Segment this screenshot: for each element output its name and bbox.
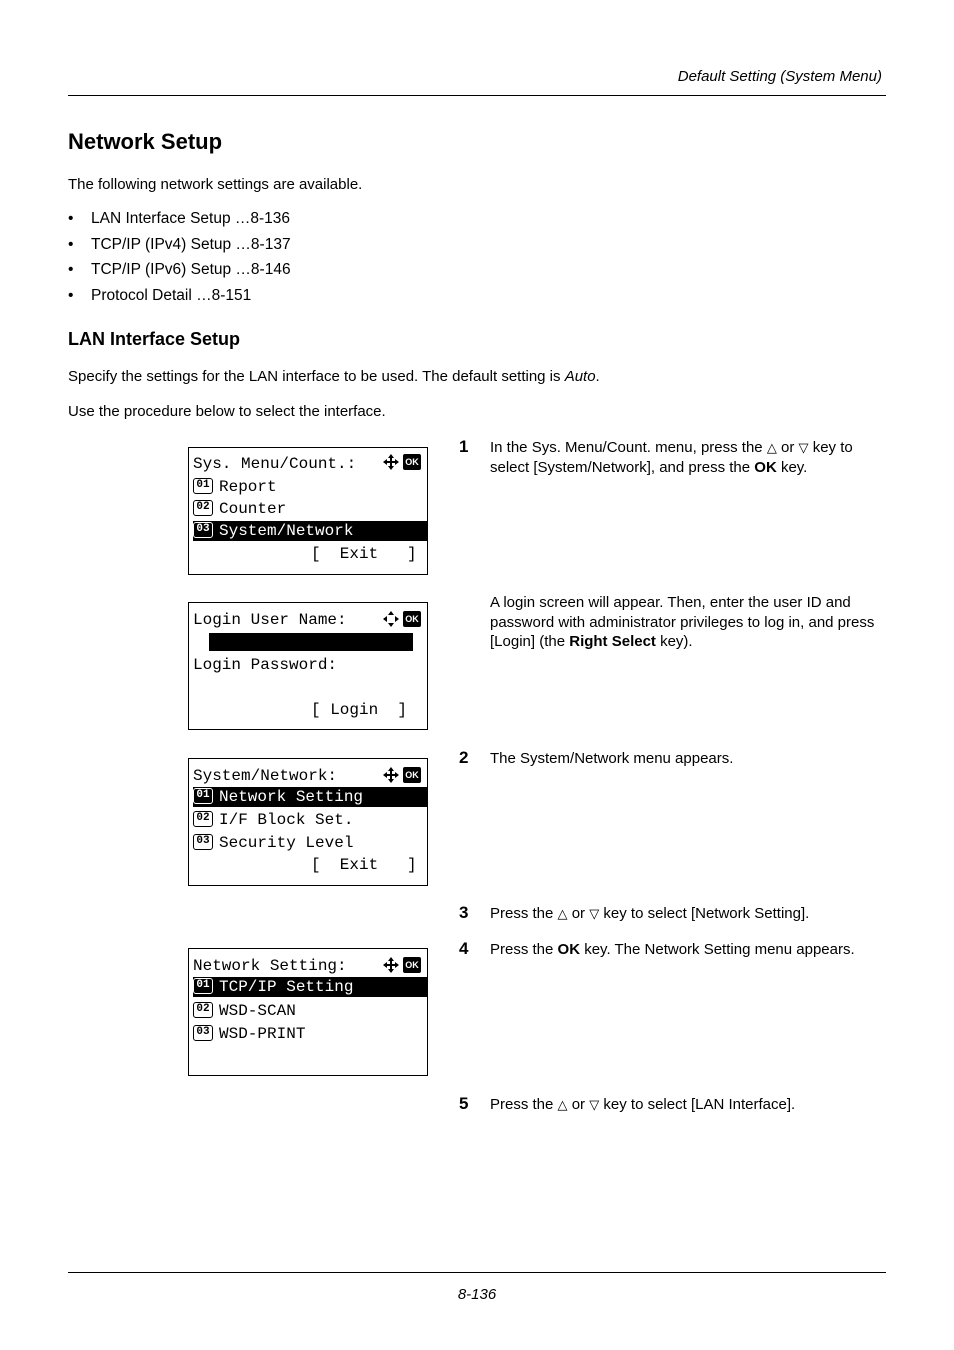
lcd-menu-item-selected: 01 Network Setting: [193, 787, 427, 807]
lcd-menu-item: 03 WSD-PRINT: [193, 1024, 427, 1044]
lcd-title: Login User Name:: [193, 611, 347, 629]
four-way-arrows-icon: [382, 610, 400, 628]
lcd-screen-network-setting: [188, 948, 428, 1076]
down-triangle-icon: ▽: [798, 440, 809, 455]
lcd-softkey-exit: [ Exit ]: [311, 856, 417, 874]
step-number: 2: [459, 748, 469, 767]
down-triangle-icon: ▽: [589, 906, 600, 921]
ok-icon: OK: [403, 767, 421, 783]
ok-icon: OK: [403, 957, 421, 973]
four-way-arrows-icon: [382, 453, 400, 471]
list-item: • TCP/IP (IPv4) Setup …8-137: [68, 235, 291, 253]
lcd-menu-item: 02 WSD-SCAN: [193, 1001, 427, 1021]
list-item: • LAN Interface Setup …8-136: [68, 210, 291, 227]
list-item: • Protocol Detail …8-151: [68, 286, 252, 304]
step-number: 4: [459, 939, 469, 958]
up-triangle-icon: △: [557, 1097, 568, 1112]
footer-rule: [68, 1272, 886, 1273]
ok-icon: OK: [403, 454, 421, 470]
lcd-softkey-exit: [ Exit ]: [311, 545, 417, 563]
down-triangle-icon: ▽: [589, 1097, 600, 1112]
lcd-title: Network Setting:: [193, 957, 347, 975]
subsection-paragraph-1: Specify the settings for the LAN interface to be used. The default setting is Auto.: [68, 368, 600, 385]
lcd-softkey-login: [ Login ]: [311, 701, 408, 719]
step-text: The System/Network menu appears.: [490, 750, 734, 767]
header-rule: [68, 95, 886, 96]
user-name-field: [209, 633, 413, 651]
lcd-title: Sys. Menu/Count.:: [193, 455, 357, 473]
up-triangle-icon: △: [766, 440, 777, 455]
lcd-menu-item-selected: 01 TCP/IP Setting: [193, 977, 427, 997]
four-way-arrows-icon: [382, 766, 400, 784]
lcd-menu-item: 02 Counter: [193, 499, 427, 519]
section-title: Network Setup: [68, 129, 223, 154]
lcd-title: System/Network:: [193, 767, 338, 785]
lcd-screen-system-network: [188, 758, 428, 886]
lcd-label: Login Password:: [193, 656, 338, 674]
lcd-menu-item: 02 I/F Block Set.: [193, 810, 427, 830]
lcd-menu-item: 03 Security Level: [193, 833, 427, 853]
step-number: 1: [459, 437, 469, 456]
step-number: 3: [459, 903, 469, 922]
step-text: In the Sys. Menu/Count. menu, press the △ or ▽ key to select [System/Network], and press the OK key.: [490, 439, 853, 476]
step-number: 5: [459, 1094, 469, 1113]
section-intro: The following network settings are available.: [68, 176, 363, 193]
step-text: Press the △ or ▽ key to select [Network Setting].: [490, 905, 810, 922]
subsection-paragraph-2: Use the procedure below to select the interface.: [68, 403, 386, 420]
lcd-menu-item: 01 Report: [193, 477, 427, 497]
ok-icon: OK: [403, 611, 421, 627]
up-triangle-icon: △: [557, 906, 568, 921]
lcd-menu-item-selected: 03 System/Network: [193, 521, 427, 541]
step-text: A login screen will appear. Then, enter the user ID and password with administrator privileges to log in, and press [Login] (the Right Select key).: [490, 594, 875, 650]
four-way-arrows-icon: [382, 956, 400, 974]
page-number: 8-136: [457, 1286, 497, 1303]
settings-list: [68, 210, 291, 312]
lcd-screen-login: [188, 602, 428, 730]
list-item: • TCP/IP (IPv6) Setup …8-146: [68, 261, 291, 279]
step-text: Press the △ or ▽ key to select [LAN Interface].: [490, 1096, 796, 1113]
lcd-screen-sys-menu: [188, 447, 428, 575]
running-header: Default Setting (System Menu): [677, 68, 882, 85]
step-text: Press the OK key. The Network Setting menu appears.: [490, 941, 855, 958]
subsection-title: LAN Interface Setup: [68, 329, 241, 349]
